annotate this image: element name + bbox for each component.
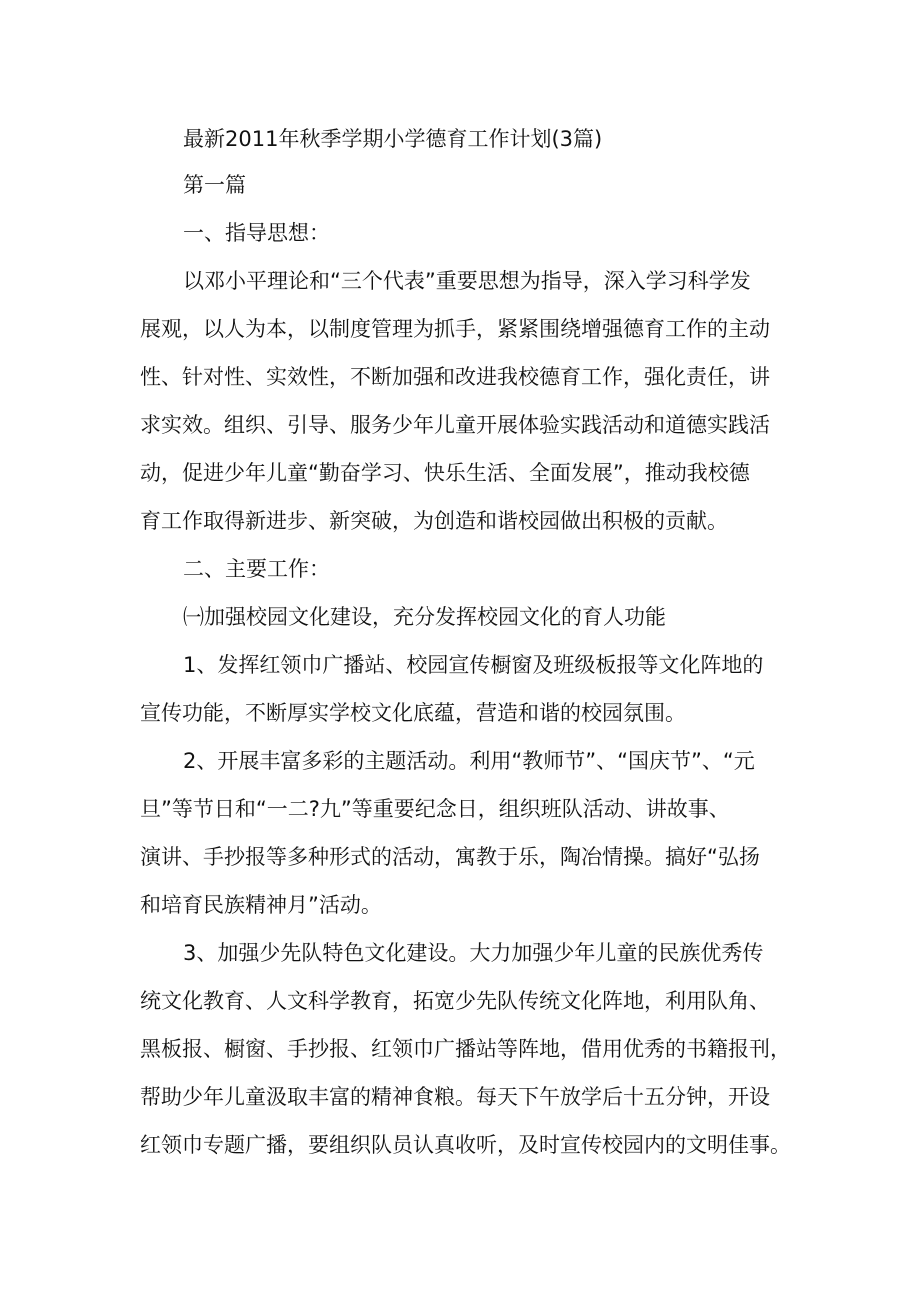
- paragraph-line: 1、发挥红领巾广播站、校园宣传橱窗及班级板报等文化阵地的: [183, 653, 764, 677]
- paragraph-line: 动，促进少年儿童“勤奋学习、快乐生活、全面发展”，推动我校德: [140, 461, 750, 485]
- section-heading: 一、指导思想：: [183, 221, 330, 245]
- paragraph-line: 育工作取得新进步、新突破，为创造和谐校园做出积极的贡献。: [140, 509, 728, 533]
- section-heading: 二、主要工作：: [183, 557, 330, 581]
- document-title: 最新2011年秋季学期小学德育工作计划(3篇): [183, 127, 603, 151]
- paragraph-line: 2、开展丰富多彩的主题活动。利用“教师节”、“国庆节”、“元: [183, 749, 755, 773]
- part-heading: 第一篇: [183, 173, 246, 197]
- paragraph-line: 旦”等节日和“一二?九”等重要纪念日，组织班队活动、讲故事、: [140, 797, 730, 821]
- paragraph-line: 性、针对性、实效性，不断加强和改进我校德育工作，强化责任，讲: [140, 365, 770, 389]
- subsection-heading: ㈠加强校园文化建设，充分发挥校园文化的育人功能: [183, 605, 666, 629]
- paragraph-line: 展观，以人为本，以制度管理为抓手，紧紧围绕增强德育工作的主动: [140, 317, 770, 341]
- paragraph-line: 以邓小平理论和“三个代表”重要思想为指导，深入学习科学发: [183, 269, 751, 293]
- paragraph-line: 黑板报、橱窗、手抄报、红领巾广播站等阵地，借用优秀的书籍报刊，: [140, 1037, 791, 1061]
- paragraph-line: 帮助少年儿童汲取丰富的精神食粮。每天下午放学后十五分钟，开设: [140, 1085, 770, 1109]
- paragraph-line: 统文化教育、人文科学教育，拓宽少先队传统文化阵地，利用队角、: [140, 989, 770, 1013]
- paragraph-line: 求实效。组织、引导、服务少年儿童开展体验实践活动和道德实践活: [140, 413, 770, 437]
- paragraph-line: 红领巾专题广播，要组织队员认真收听，及时宣传校园内的文明佳事。: [140, 1133, 791, 1157]
- paragraph-line: 宣传功能，不断厚实学校文化底蕴，营造和谐的校园氛围。: [140, 701, 686, 725]
- paragraph-line: 3、加强少先队特色文化建设。大力加强少年儿童的民族优秀传: [183, 941, 764, 965]
- paragraph-line: 演讲、手抄报等多种形式的活动，寓教于乐，陶冶情操。搞好“弘扬: [140, 845, 760, 869]
- paragraph-line: 和培育民族精神月”活动。: [140, 893, 382, 917]
